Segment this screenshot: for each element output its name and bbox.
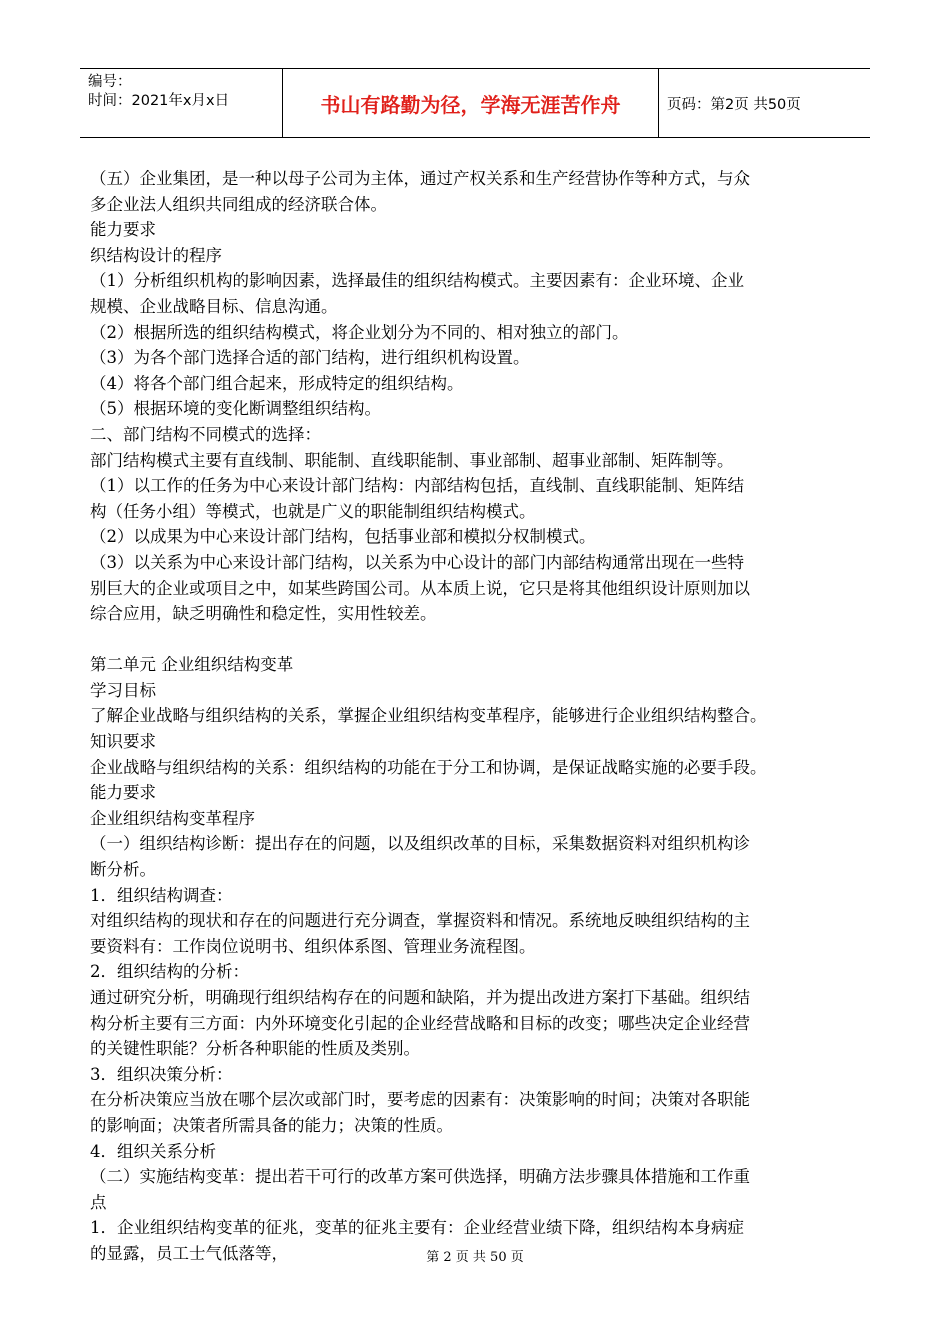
body-line: 在分析决策应当放在哪个层次或部门时，要考虑的因素有：决策影响的时间；决策对各职能 — [90, 1090, 750, 1110]
document-date: 时间：2021年x月x日 — [88, 93, 230, 109]
body-line: 知识要求 — [90, 732, 156, 752]
body-line: （五）企业集团，是一种以母子公司为主体，通过产权关系和生产经营协作等种方式，与众 — [90, 169, 750, 188]
body-line: 3．组织决策分析： — [90, 1064, 233, 1084]
body-line: 企业组织结构变革程序 — [90, 808, 255, 828]
body-line: （2）以成果为中心来设计部门结构，包括事业部和模拟分权制模式。 — [90, 527, 596, 547]
body-line: （4）将各个部门组合起来，形成特定的组织结构。 — [90, 373, 464, 393]
body-line: 2．组织结构的分析： — [90, 962, 249, 982]
page-footer: 第 2 页 共 50 页 — [426, 1250, 524, 1265]
body-line: 通过研究分析，明确现行组织结构存在的问题和缺陷，并为提出改进方案打下基础。组织结 — [90, 988, 750, 1007]
body-line: （3）以关系为中心来设计部门结构，以关系为中心设计的部门内部结构通常出现在一些特 — [90, 552, 744, 572]
page-header — [80, 68, 870, 138]
header-page-number: 页码：第2页 共50页 — [667, 96, 801, 113]
body-line: （1）分析组织机构的影响因素，选择最佳的组织结构模式。主要因素有：企业环境、企业 — [90, 271, 744, 291]
body-line: 织结构设计的程序 — [90, 245, 222, 265]
body-line: （二）实施结构变革：提出若干可行的改革方案可供选择，明确方法步骤具体措施和工作重 — [90, 1167, 750, 1187]
body-line: 第二单元 企业组织结构变革 — [90, 655, 294, 675]
body-line: 部门结构模式主要有直线制、职能制、直线职能制、事业部制、超事业部制、矩阵制等。 — [90, 450, 734, 470]
body-line — [90, 627, 880, 653]
body-line: 断分析。 — [90, 860, 156, 880]
body-line: 别巨大的企业或项目之中，如某些跨国公司。从本质上说，它只是将其他组织设计原则加以 — [90, 578, 750, 598]
body-line: （1）以工作的任务为中心来设计部门结构：内部结构包括，直线制、直线职能制、矩阵结 — [90, 476, 744, 496]
body-line: 综合应用，缺乏明确性和稳定性，实用性较差。 — [90, 604, 437, 624]
body-line: 构分析主要有三方面：内外环境变化引起的企业经营战略和目标的改变；哪些决定企业经营 — [90, 1013, 750, 1033]
body-line: 4．组织关系分析 — [90, 1141, 216, 1161]
body-line: 二、部门结构不同模式的选择： — [90, 424, 321, 444]
document-body — [90, 166, 880, 1267]
body-line: （3）为各个部门选择合适的部门结构，进行组织机构设置。 — [90, 348, 530, 368]
body-line: （2）根据所选的组织结构模式，将企业划分为不同的、相对独立的部门。 — [90, 322, 629, 342]
body-line: 的影响面；决策者所需具备的能力；决策的性质。 — [90, 1115, 453, 1135]
body-line: 企业战略与组织结构的关系：组织结构的功能在于分工和协调，是保证战略实施的必要手段。 — [90, 757, 767, 777]
body-line: 的关键性职能？分析各种职能的性质及类别。 — [90, 1039, 420, 1059]
body-line: 对组织结构的现状和存在的问题进行充分调查，掌握资料和情况。系统地反映组织结构的主 — [90, 911, 750, 931]
body-line: 多企业法人组织共同组成的经济联合体。 — [90, 194, 387, 214]
body-line: 点 — [90, 1192, 107, 1212]
body-line: 规模、企业战略目标、信息沟通。 — [90, 296, 338, 316]
body-line: 学习目标 — [90, 680, 156, 700]
body-line: 要资料有：工作岗位说明书、组织体系图、管理业务流程图。 — [90, 936, 536, 956]
body-line: 构（任务小组）等模式，也就是广义的职能制组织结构模式。 — [90, 501, 536, 521]
body-line: 1．企业组织结构变革的征兆，变革的征兆主要有：企业经营业绩下降，组织结构本身病症 — [90, 1218, 744, 1238]
header-info — [80, 69, 283, 137]
document-number: 编号： — [88, 74, 132, 90]
body-line: 的显露，员工士气低落等， — [90, 1243, 288, 1263]
body-line: （5）根据环境的变化断调整组织结构。 — [90, 399, 381, 419]
body-line: 能力要求 — [90, 220, 156, 240]
body-line: 能力要求 — [90, 783, 156, 803]
body-line: 1．组织结构调查： — [90, 885, 233, 905]
body-line: 了解企业战略与组织结构的关系，掌握企业组织结构变革程序，能够进行企业组织结构整合。 — [90, 706, 767, 726]
body-line: （一）组织结构诊断：提出存在的问题，以及组织改革的目标，采集数据资料对组织机构诊 — [90, 834, 750, 854]
header-motto: 书山有路勤为径，学海无涯苦作舟 — [283, 69, 659, 137]
